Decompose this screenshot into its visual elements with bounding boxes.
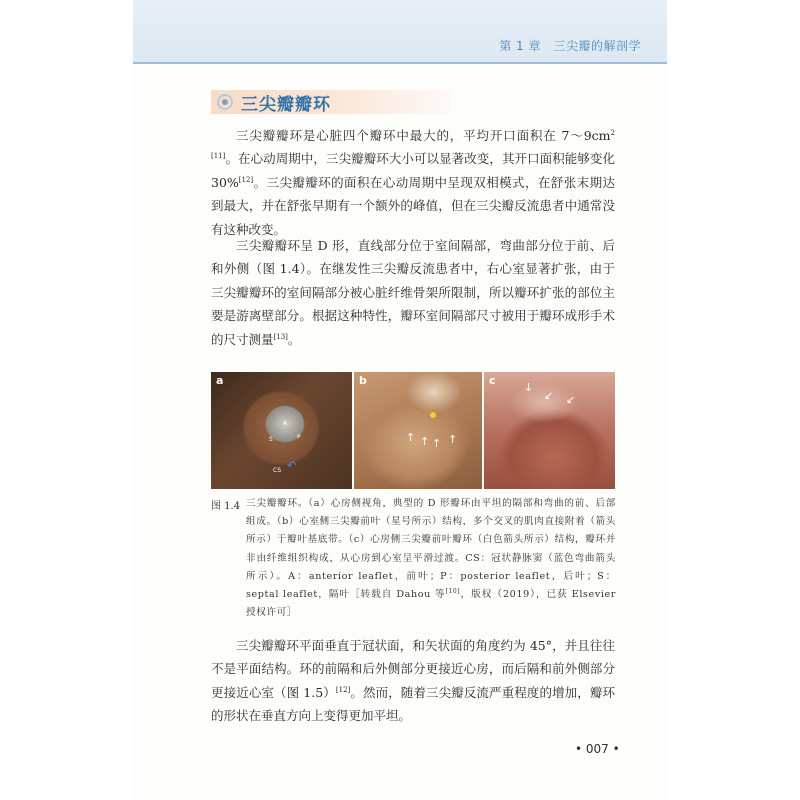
section-title-text: 三尖瓣瓣环: [241, 94, 331, 115]
marker-posterior: P: [297, 434, 301, 441]
figure-caption-label: 图 1.4: [211, 501, 241, 512]
marker-septal: S: [269, 436, 273, 443]
citation-12b: [12]: [335, 685, 351, 694]
white-arrow-icon: ↙: [544, 389, 554, 402]
white-arrow-icon: ↓: [524, 381, 534, 394]
figure-panel-c: [484, 372, 615, 489]
citation-12: [12]: [238, 175, 254, 184]
white-arrow-icon: ↙: [566, 393, 576, 406]
figure-panel-b: [354, 372, 482, 489]
figure-caption-text-a: 三尖瓣瓣环。（a）心房侧视角，典型的 D 形瓣环由平坦的隔部和弯曲的前、后部组成。（b）心室侧三尖瓣前叶（星号所示）结构，多个交叉的肌肉直接附着（箭头所示）于瓣叶基底带。（c）心房侧三尖瓣前叶瓣环（白色箭头所示）结构，瓣环并非由纤维组织构成，从心房到心室呈平滑过渡。CS：冠状静脉窦（蓝色弯曲箭头所示）。A：anterior leaflet，前叶；P：posterior leaflet，后叶；S：septal leaflet，隔叶［转载自 Dahou 等: [246, 498, 616, 601]
paragraph-3: [211, 634, 615, 728]
arrow-icon: ↑: [406, 431, 416, 444]
page-number: • 007 •: [575, 742, 620, 756]
citation-11: 2 [11]: [211, 128, 615, 161]
paragraph-2-text-b: 。: [287, 331, 301, 347]
running-header: [133, 0, 667, 64]
marker-coronary-sinus: CS: [273, 467, 281, 474]
figure-1-4: [211, 372, 615, 489]
blue-curved-arrow-icon: ↶: [287, 459, 297, 472]
arrow-icon: ↑: [432, 437, 442, 450]
yellow-asterisk-icon: [430, 412, 436, 418]
paragraph-3-text-b: 。然而，随着三尖瓣反流严重程度的增加，瓣环的形状在垂直方向上变得更加平坦。: [211, 684, 615, 724]
paragraph-2-text-a: 三尖瓣瓣环呈 D 形，直线部分位于室间隔部，弯曲部分位于前、后和外侧（图 1.4）。在继发性三尖瓣反流患者中，右心室显著扩张，由于三尖瓣瓣环的室间隔部分被心脏纤维骨架所限制，所以瓣环扩张的部位主要是游离壁部分。根据这种特性，瓣环室间隔部尺寸被用于瓣环成形手术的尺寸测量: [211, 238, 615, 347]
book-page: [133, 0, 667, 800]
figure-caption: [246, 495, 616, 622]
bullet-circle-icon: [217, 94, 233, 110]
panel-letter-b: b: [359, 374, 367, 387]
paragraph-1: [211, 124, 615, 241]
arrow-icon: ↑: [420, 435, 430, 448]
arrow-icon: ↑: [448, 433, 458, 446]
chapter-title: 第 1 章 三尖瓣的解剖学: [499, 39, 641, 53]
paragraph-2: [211, 234, 615, 351]
section-heading: [211, 90, 451, 114]
marker-anterior: A: [283, 420, 288, 427]
paragraph-1-text-b: 。在心动周期中，三尖瓣瓣环大小可以显著改变，其开口面积能够变化 30%: [211, 151, 615, 190]
citation-13: [13]: [273, 332, 288, 341]
figure-panel-a: [211, 372, 352, 489]
citation-10: [10]: [445, 587, 461, 595]
panel-letter-a: a: [216, 374, 224, 387]
paragraph-3-text-a: 三尖瓣瓣环平面垂直于冠状面，和矢状面的角度约为 45°，并且往往不是平面结构。环的前隔和后外侧部分更接近心房，而后隔和前外侧部分更接近心室（图 1.5）: [211, 638, 615, 700]
panel-letter-c: c: [489, 374, 496, 387]
paragraph-1-text-a: 三尖瓣瓣环是心脏四个瓣环中最大的，平均开口面积在 7～9cm: [236, 128, 611, 143]
figure-caption-text-b: ，版权（2019），已获 Elsevier 授权许可］: [246, 589, 616, 619]
paragraph-1-text-c: 。三尖瓣瓣环的面积在心动周期中呈现双相模式，在舒张末期达到最大，并在舒张早期有一个额外的峰值，但在三尖瓣反流患者中通常没有这种改变。: [211, 174, 615, 237]
